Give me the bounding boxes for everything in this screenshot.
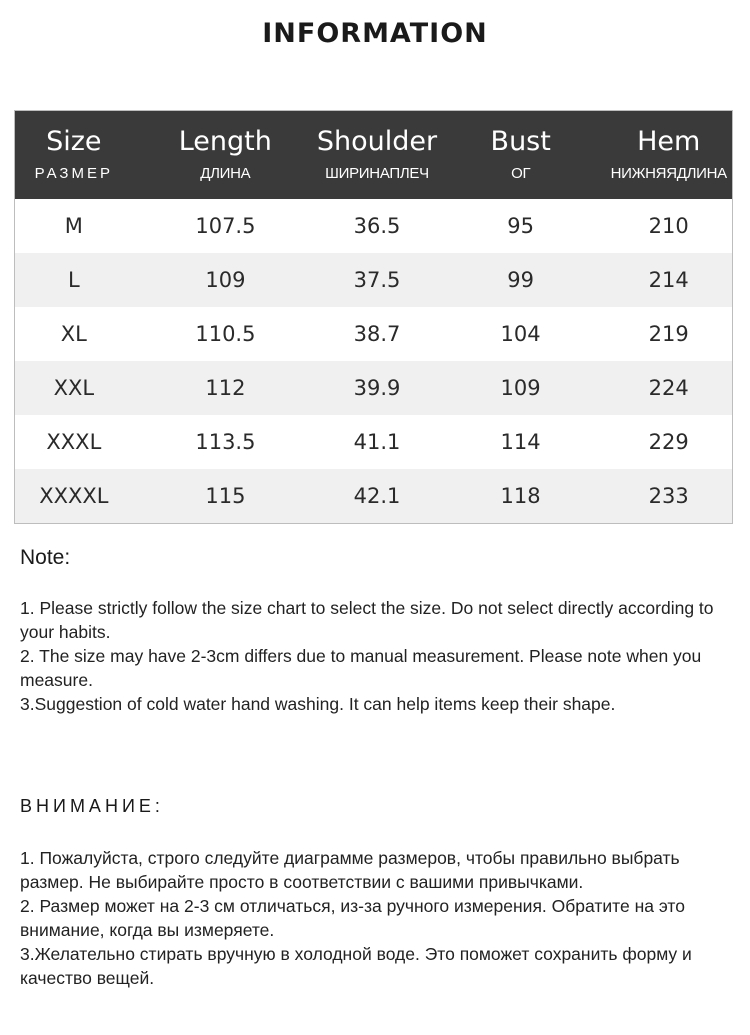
- cell-length: 112: [205, 376, 246, 400]
- size-table: [14, 110, 733, 524]
- header-size-ru: РАЗМЕР: [34, 165, 113, 182]
- page-title: INFORMATION: [262, 18, 488, 49]
- cell-hem: 214: [648, 268, 689, 292]
- ru-note-item: 2. Размер может на 2-3 см отличаться, из-за ручного измерения. Обратите на это внимание, когда вы измеряете.: [20, 896, 685, 940]
- cell-bust: 99: [507, 268, 534, 292]
- ru-note-item: 3.Желательно стирать вручную в холодной воде. Это поможет сохранить форму и качество вещей.: [20, 944, 692, 988]
- ru-note-list: [20, 846, 720, 990]
- cell-size: XXL: [53, 376, 95, 400]
- header-length-en: Length: [178, 126, 272, 157]
- table-row: [15, 253, 732, 307]
- cell-size: XXXXL: [39, 484, 109, 508]
- note-item: 2. The size may have 2-3cm differs due to manual measurement. Please note when you measure.: [20, 646, 702, 690]
- cell-shoulder: 39.9: [353, 376, 401, 400]
- cell-bust: 114: [500, 430, 541, 454]
- cell-hem: 210: [648, 214, 689, 238]
- cell-size: L: [67, 268, 80, 292]
- size-table-header: [15, 111, 732, 199]
- note-item: 1. Please strictly follow the size chart to select the size. Do not select directly according to your habits.: [20, 598, 714, 642]
- header-hem: [605, 111, 732, 199]
- header-bust-ru: ОГ: [511, 165, 531, 182]
- note-list: [20, 596, 720, 716]
- cell-size: M: [64, 214, 83, 238]
- header-hem-en: Hem: [637, 126, 701, 157]
- note-item: 3.Suggestion of cold water hand washing. It can help items keep their shape.: [20, 694, 616, 714]
- header-hem-ru: НИЖНЯЯДЛИНА: [610, 165, 727, 182]
- header-shoulder-en: Shoulder: [316, 126, 438, 157]
- cell-length: 109: [205, 268, 246, 292]
- cell-bust: 109: [500, 376, 541, 400]
- table-row: [15, 415, 732, 469]
- cell-length: 110.5: [195, 322, 256, 346]
- header-length: [133, 111, 318, 199]
- cell-bust: 95: [507, 214, 534, 238]
- cell-shoulder: 41.1: [353, 430, 401, 454]
- table-row: [15, 361, 732, 415]
- cell-hem: 229: [648, 430, 689, 454]
- header-size: [15, 111, 133, 199]
- table-row: [15, 199, 732, 253]
- note-heading: Note:: [20, 546, 71, 569]
- cell-hem: 219: [648, 322, 689, 346]
- table-row: [15, 307, 732, 361]
- header-size-en: Size: [46, 126, 102, 157]
- cell-length: 113.5: [195, 430, 256, 454]
- cell-bust: 118: [500, 484, 541, 508]
- cell-hem: 233: [648, 484, 689, 508]
- header-shoulder-ru: ШИРИНАПЛЕЧ: [325, 165, 429, 182]
- header-bust-en: Bust: [490, 126, 551, 157]
- cell-shoulder: 37.5: [353, 268, 401, 292]
- cell-size: XL: [60, 322, 87, 346]
- cell-bust: 104: [500, 322, 541, 346]
- cell-shoulder: 38.7: [353, 322, 401, 346]
- header-shoulder: [318, 111, 436, 199]
- ru-note-item: 1. Пожалуйста, строго следуйте диаграмме размеров, чтобы правильно выбрать размер. Не выбирайте просто в соответствии с вашими привычками.: [20, 848, 680, 892]
- cell-shoulder: 36.5: [353, 214, 401, 238]
- cell-length: 115: [205, 484, 246, 508]
- cell-size: XXXL: [46, 430, 102, 454]
- cell-hem: 224: [648, 376, 689, 400]
- header-bust: [436, 111, 605, 199]
- table-row: [15, 469, 732, 523]
- ru-note-heading: ВНИМАНИЕ:: [20, 796, 164, 816]
- cell-shoulder: 42.1: [353, 484, 401, 508]
- header-length-ru: ДЛИНА: [200, 165, 251, 182]
- cell-length: 107.5: [195, 214, 256, 238]
